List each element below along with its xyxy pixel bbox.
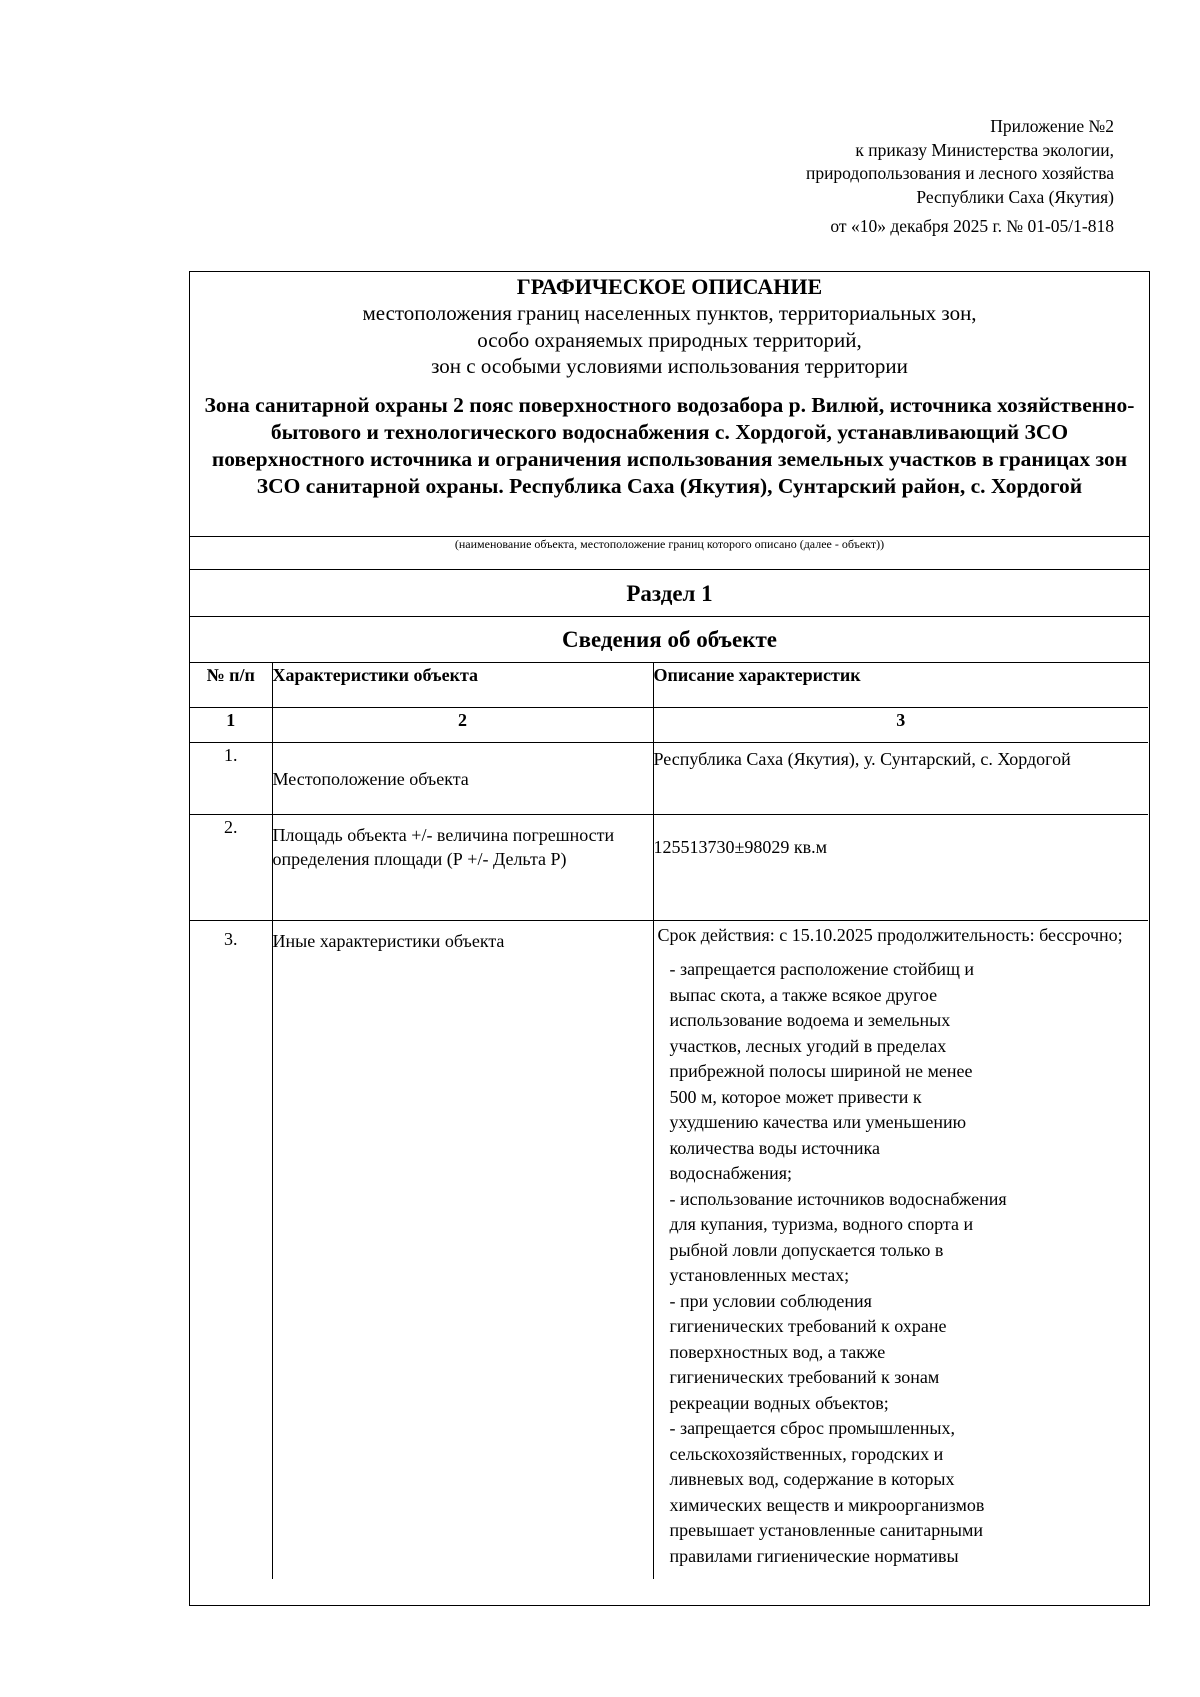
row-description: 125513730±98029 кв.м [653,815,1148,921]
column-number: 3 [653,708,1148,743]
row-number: 3. [190,921,272,1580]
row-characteristic: Площадь объекта +/- величина погрешности определения площади (Р +/- Дельта Р) [272,815,653,921]
document-subtitle-line: зон с особыми условиями использования территории [431,354,908,378]
table-row [190,743,1148,815]
object-name: Зона санитарной охраны 2 пояс поверхностного водозабора р. Вилюй, источника хозяйственно-бытового и технологического водоснабжения с. Хордогой, устанавливающий ЗСО поверхностного источника и ограничения использования земельных участков в границах зон ЗСО санитарной охраны. Республика Саха (Якутия), Сунтарский район, с. Хордогой [204,392,1135,498]
row-description [653,921,1148,1580]
restriction-item: - использование источников водоснабжения для купания, туризма, водного спорта и рыбной ловли допускается только в установленных местах; [669,1188,1007,1285]
divider [190,616,1149,617]
appendix-header [806,115,1114,239]
column-header-number: № п/п [190,663,272,708]
row-number: 2. [190,815,272,921]
column-number: 1 [190,708,272,743]
row-description: Республика Саха (Якутия), у. Сунтарский, с. Хордогой [653,743,1148,815]
divider [190,569,1149,570]
column-header-description: Описание характеристик [653,663,1148,708]
row-characteristic: Местоположение объекта [272,743,653,815]
column-header-characteristic: Характеристики объекта [272,663,653,708]
order-date-line: от «10» декабря 2025 г. № 01-05/1-818 [830,216,1114,236]
restrictions-list [658,957,1149,1569]
description-table-frame [189,271,1150,1606]
document-heading [190,272,1149,542]
object-name-caption: (наименование объекта, местоположение границ которого описано (далее - объект)) [454,537,885,551]
document-subtitle-line: местоположения границ населенных пунктов, территориальных зон, [362,301,977,325]
document-subtitle-line: особо охраняемых природных территорий, [477,327,862,352]
restriction-item: - запрещается расположение стойбищ и выпас скота, а также всякое другое использование водоема и земельных участков, лесных угодий в пределах прибрежной полосы шириной не менее 500 м, которое может привести к ухудшению качества или уменьшению количества воды источника водоснабжения; [669,959,975,1183]
row-characteristic: Иные характеристики объекта [272,921,653,1580]
row-number: 1. [190,743,272,815]
restriction-item: - запрещается сброс промышленных, сельскохозяйственных, городских и ливневых вод, содержание в которых химических веществ и микроорганизмов превышает установленные санитарными правилами гигиенические нормативы [669,1418,985,1566]
section-title: Сведения об объекте [561,627,778,652]
section-number: Раздел 1 [626,581,713,606]
document-title: ГРАФИЧЕСКОЕ ОПИСАНИЕ [516,274,823,299]
object-info-table [190,663,1148,1579]
table-header-row [190,663,1148,708]
appendix-line: природопользования и лесного хозяйства [805,163,1114,183]
column-numbers-row [190,708,1148,743]
table-row [190,921,1148,1580]
column-number: 2 [272,708,653,743]
appendix-line: Приложение №2 [990,116,1114,136]
appendix-line: Республики Саха (Якутия) [916,186,1114,207]
table-row [190,815,1148,921]
appendix-line: к приказу Министерства экологии, [855,139,1114,160]
validity-term: Срок действия: с 15.10.2025 продолжительность: бессрочно; [657,925,1123,945]
restriction-item: - при условии соблюдения гигиенических требований к охране поверхностных вод, а также гигиенических требований к зонам рекреации водных объектов; [669,1290,947,1413]
